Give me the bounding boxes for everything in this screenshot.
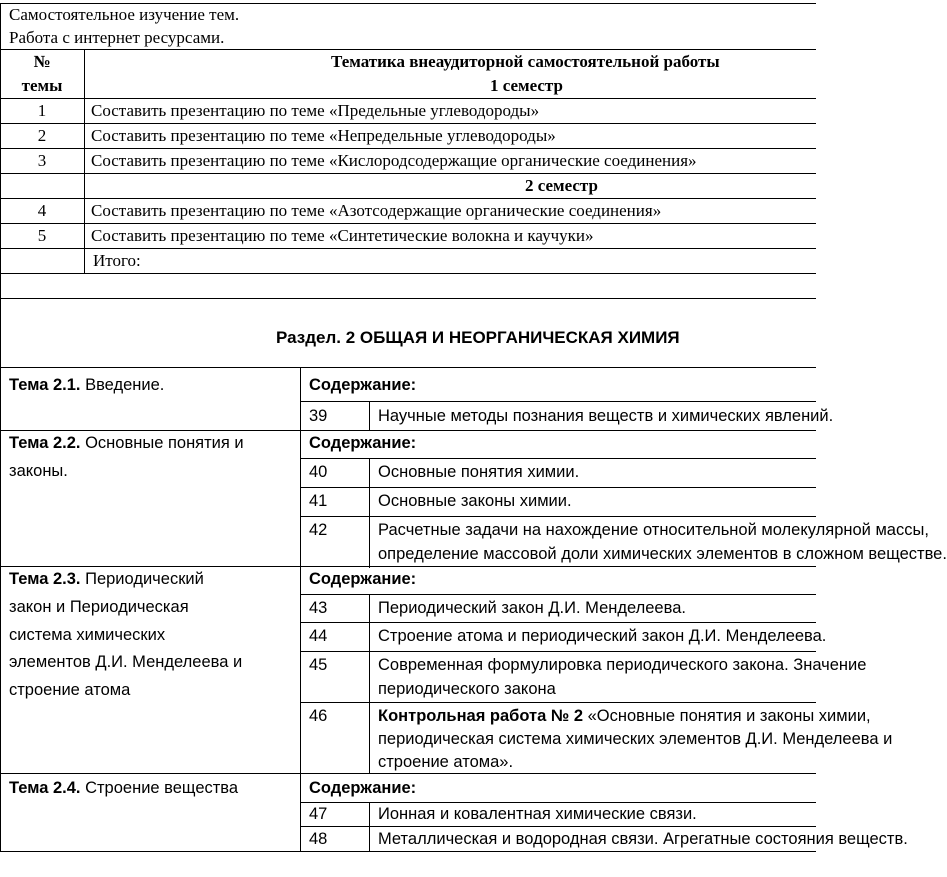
- table-border: [301, 651, 816, 652]
- item-text-rest: «Основные понятия и законы химии,: [583, 707, 871, 725]
- total-label: Итого:: [93, 251, 141, 270]
- topic-number: Тема 2.2.: [9, 434, 81, 452]
- item-text: Расчетные задачи на нахождение относительной молекулярной массы,: [378, 521, 929, 539]
- table-border: [0, 98, 816, 99]
- topic-title: Введение.: [80, 376, 165, 394]
- item-text: определение массовой доли химических элементов в сложном веществе.: [378, 545, 947, 563]
- item-text: [378, 704, 871, 728]
- topic-title: Строение вещества: [80, 779, 239, 797]
- item-number: 40: [309, 463, 328, 481]
- header-number-cell: [0, 51, 84, 73]
- topic-title-cont: закон и Периодическая: [9, 598, 189, 616]
- table-border: [0, 3, 816, 4]
- table-border: [0, 198, 816, 199]
- content-label: Содержание:: [309, 779, 417, 797]
- row-number: 2: [37, 126, 47, 145]
- semester-2-label: 2 семестр: [525, 176, 598, 195]
- semester-2-cell: [525, 175, 598, 197]
- row-number: 4: [37, 201, 47, 220]
- table-border: [0, 223, 816, 224]
- row-text: Составить презентацию по теме «Предельные углеводороды»: [91, 101, 540, 120]
- semester-1-label: 1 семестр: [490, 76, 563, 95]
- intro-line-1: Самостоятельное изучение тем.: [9, 5, 240, 24]
- topic-name: [9, 373, 164, 397]
- table-border: [369, 401, 370, 430]
- table-border: [0, 298, 816, 299]
- row-text: Составить презентацию по теме «Кислородсодержащие органические соединения»: [91, 151, 697, 170]
- table-border: [301, 516, 816, 517]
- content-label: Содержание:: [309, 570, 417, 588]
- topic-title-cont: элементов Д.И. Менделеева и: [9, 653, 243, 671]
- item-number: 41: [309, 492, 328, 510]
- item-text: Научные методы познания веществ и химических явлений.: [378, 407, 834, 425]
- table-border: [0, 273, 816, 274]
- item-text: строение атома».: [378, 753, 514, 771]
- row-number: 1: [37, 101, 47, 120]
- table-border: [0, 851, 816, 852]
- content-label: Содержание:: [309, 376, 417, 394]
- table-border: [301, 622, 816, 623]
- table-border: [301, 458, 816, 459]
- semester-1-cell: [490, 75, 563, 97]
- topic-title-cont: законы.: [9, 462, 68, 480]
- content-label-cell: [309, 776, 416, 800]
- row-number: 3: [37, 151, 47, 170]
- item-bold-prefix: Контрольная работа № 2: [378, 707, 584, 725]
- item-text: Металлическая и водородная связи. Агрегатные состояния веществ.: [378, 830, 908, 848]
- item-number: 45: [309, 656, 328, 674]
- header-number-sign: №: [33, 52, 51, 71]
- header-topic: Тематика внеаудиторной самостоятельной работы: [331, 52, 720, 71]
- topic-title: Основные понятия и: [80, 434, 244, 452]
- item-text: периодического закона: [378, 680, 556, 698]
- topic-title: Периодический: [80, 570, 204, 588]
- table-border: [301, 401, 816, 402]
- item-number: 48: [309, 830, 328, 848]
- item-number: 42: [309, 521, 328, 539]
- table-border: [369, 458, 370, 568]
- table-border: [0, 248, 816, 249]
- row-text: Составить презентацию по теме «Синтетические волокна и каучуки»: [91, 226, 594, 245]
- item-text: Основные законы химии.: [378, 492, 572, 510]
- item-text: Строение атома и периодический закон Д.И. Менделеева.: [378, 627, 827, 645]
- table-border: [369, 594, 370, 774]
- item-number: 47: [309, 805, 328, 823]
- table-border: [0, 367, 816, 368]
- item-text: Ионная и ковалентная химические связи.: [378, 805, 697, 823]
- content-label-cell: [309, 431, 416, 455]
- item-number: 43: [309, 599, 328, 617]
- item-text: Периодический закон Д.И. Менделеева.: [378, 599, 686, 617]
- table-border: [369, 802, 370, 852]
- header-topic-cell: [331, 51, 720, 73]
- row-number: 5: [37, 226, 47, 245]
- table-border: [300, 367, 301, 852]
- table-border: [0, 173, 816, 174]
- table-border: [84, 49, 85, 273]
- table-border: [0, 123, 816, 124]
- item-number: 39: [309, 407, 328, 425]
- table-border: [0, 49, 816, 50]
- table-border: [0, 148, 816, 149]
- item-number: 44: [309, 627, 328, 645]
- table-border: [301, 702, 816, 703]
- row-text: Составить презентацию по теме «Непредельные углеводороды»: [91, 126, 556, 145]
- topic-number: Тема 2.4.: [9, 779, 81, 797]
- topic-number: Тема 2.3.: [9, 570, 81, 588]
- row-text: Составить презентацию по теме «Азотсодержащие органические соединения»: [91, 201, 662, 220]
- section-title-cell: [276, 327, 680, 349]
- content-label: Содержание:: [309, 434, 417, 452]
- item-text: периодическая система химических элементов Д.И. Менделеева и: [378, 730, 893, 748]
- topic-number: Тема 2.1.: [9, 376, 81, 394]
- topic-name: [9, 567, 204, 591]
- item-number: 46: [309, 707, 328, 725]
- topic-title-cont: строение атома: [9, 681, 131, 699]
- item-text: Современная формулировка периодического закона. Значение: [378, 656, 867, 674]
- table-border: [301, 594, 816, 595]
- header-number-cell-2: [0, 75, 84, 97]
- topic-name: [9, 776, 238, 800]
- topic-title-cont: система химических: [9, 626, 166, 644]
- intro-line-2: Работа с интернет ресурсами.: [9, 28, 225, 47]
- topic-name: [9, 431, 244, 455]
- content-label-cell: [309, 567, 416, 591]
- content-label-cell: [309, 373, 416, 397]
- header-number-label: темы: [21, 76, 63, 95]
- table-border: [301, 487, 816, 488]
- item-text: Основные понятия химии.: [378, 463, 580, 481]
- section-title: Раздел. 2 ОБЩАЯ И НЕОРГАНИЧЕСКАЯ ХИМИЯ: [276, 328, 680, 347]
